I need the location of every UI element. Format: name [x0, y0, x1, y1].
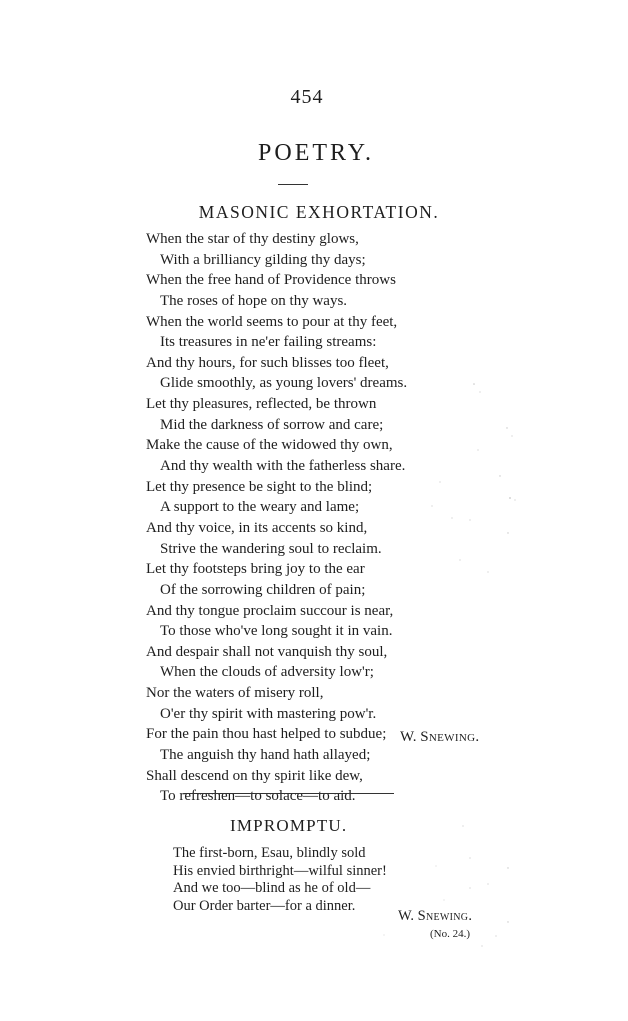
poem-title-masonic-exhortation: MASONIC EXHORTATION. — [198, 202, 440, 222]
poem-line: When the star of thy destiny glows, — [146, 231, 359, 247]
title-divider — [278, 184, 308, 185]
poem-impromptu — [173, 845, 387, 915]
poem-line: Shall descend on thy spirit like dew, — [146, 767, 363, 784]
poem-line: Let thy presence be sight to the blind; — [146, 478, 373, 495]
poem-line: To refreshen—to solace—to aid. — [160, 788, 356, 805]
poem-line: And thy voice, in its accents so kind, — [146, 519, 368, 536]
poem-line: O'er thy spirit with mastering pow'r. — [160, 705, 377, 722]
poem-attribution — [400, 729, 479, 746]
poem-line: And we too—blind as he of old— — [173, 880, 371, 896]
poem-line: Make the cause of the widowed thy own, — [146, 437, 393, 454]
attribution-initial: W. — [400, 729, 417, 745]
poem-line: When the world seems to pour at thy feet, — [146, 313, 398, 330]
poem-line: And despair shall not vanquish thy soul, — [146, 643, 388, 660]
poem-line: When the clouds of adversity low'r; — [160, 664, 374, 681]
poem-title-impromptu: IMPROMPTU. — [230, 816, 348, 835]
poem-line: Strive the wandering soul to reclaim. — [160, 540, 382, 557]
poem-line: Nor the waters of misery roll, — [146, 685, 324, 702]
poem-line: Glide smoothly, as young lovers' dreams. — [160, 375, 408, 392]
poem-line: Let thy footsteps bring joy to the ear — [146, 561, 365, 578]
poem-line: Its treasures in ne'er failing streams: — [160, 334, 377, 351]
poem-line: Let thy pleasures, reflected, be thrown — [146, 396, 377, 413]
poem-line: The anguish thy hand hath allayed; — [160, 747, 371, 764]
section-divider — [184, 793, 394, 794]
poem-line: And thy tongue proclaim succour is near, — [146, 602, 394, 619]
attribution-name: Snewing. — [417, 908, 473, 924]
poem-line: The roses of hope on thy ways. — [160, 292, 348, 309]
poem-line: A support to the weary and lame; — [160, 499, 360, 516]
attribution-name: Snewing. — [420, 729, 480, 745]
poem-line: To those who've long sought it in vain. — [160, 623, 393, 640]
attribution-initial: W. — [398, 908, 414, 924]
impromptu-attribution — [398, 908, 472, 925]
poem-line: Mid the darkness of sorrow and care; — [160, 416, 384, 433]
page-number: 454 — [290, 86, 324, 108]
issue-number-note: (No. 24.) — [430, 928, 471, 940]
poem-masonic-exhortation — [146, 229, 407, 807]
poem-line: His envied birthright—wilful sinner! — [173, 862, 387, 879]
poem-line: Our Order barter—for a dinner. — [173, 897, 356, 914]
poem-line: And thy wealth with the fatherless share. — [160, 458, 406, 475]
section-title: POETRY. — [258, 140, 374, 166]
poem-line: Of the sorrowing children of pain; — [160, 581, 366, 598]
poem-line: The first-born, Esau, blindly sold — [173, 845, 366, 861]
poem-line: When the free hand of Providence throws — [146, 272, 396, 289]
poem-line: With a brilliancy gilding thy days; — [160, 251, 366, 268]
poem-line: And thy hours, for such blisses too fleet, — [146, 354, 389, 371]
poem-line: For the pain thou hast helped to subdue; — [146, 726, 387, 743]
